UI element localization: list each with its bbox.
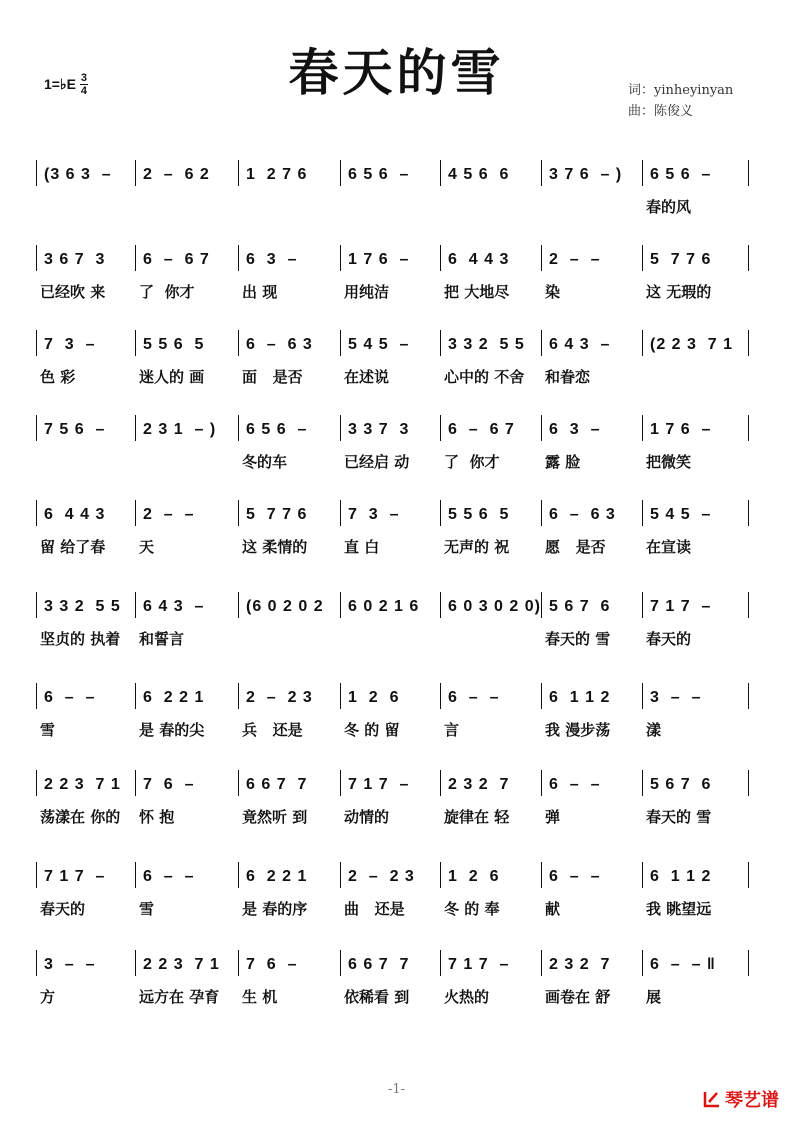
lyric-segment: 在述说	[344, 368, 390, 386]
bar-line	[135, 245, 136, 271]
lyric-segment: 献	[545, 900, 561, 918]
bar-line	[135, 862, 136, 888]
page-title: 春天的雪	[288, 44, 505, 102]
bar-line	[541, 683, 542, 709]
bar-line	[135, 770, 136, 796]
lyric-segment: 天	[139, 538, 155, 556]
lyric-segment: 迷人的 画	[139, 368, 205, 386]
lyric-segment: 心中的 不舍	[444, 368, 525, 386]
lyric-segment: 曲 还是	[344, 900, 405, 918]
bar-line	[340, 245, 341, 271]
measure: 3 6 7 3	[44, 251, 106, 268]
key-label: 1=♭E	[44, 76, 76, 92]
measure: 5 6 7 6	[549, 598, 611, 615]
bar-line	[36, 500, 37, 526]
bar-line	[238, 330, 239, 356]
lyric-segment: 春天的	[40, 900, 86, 918]
measure: 6 – 6 3	[246, 336, 313, 353]
lyric-segment: 愿 是否	[545, 538, 606, 556]
measure: 1 7 6 –	[650, 421, 712, 438]
measure: 7 1 7 –	[348, 776, 410, 793]
bar-line	[541, 415, 542, 441]
measure: 6 – 6 7	[143, 251, 210, 268]
bar-line	[748, 683, 749, 709]
measure: (2 2 3 7 1	[650, 336, 734, 353]
measure: 6 5 6 –	[348, 166, 410, 183]
bar-line	[642, 500, 643, 526]
lyric-segment: 依稀看 到	[344, 988, 410, 1006]
lyric-segment: 冬 的 留	[344, 721, 400, 739]
measure: 2 – –	[549, 251, 601, 268]
lyric-segment: 生 机	[242, 988, 278, 1006]
measure: 1 7 6 –	[348, 251, 410, 268]
measure: 7 5 6 –	[44, 421, 106, 438]
measure: 7 6 –	[246, 956, 298, 973]
lyric-segment: 春天的	[646, 630, 692, 648]
notation-line	[0, 160, 793, 190]
bar-line	[748, 500, 749, 526]
bar-line	[541, 770, 542, 796]
measure: 2 2 3 7 1	[143, 956, 220, 973]
lyric-segment: 染	[545, 283, 561, 301]
measure: 6 1 1 2	[549, 689, 611, 706]
notation-line	[0, 245, 793, 275]
lyrics-line	[0, 366, 793, 392]
bar-line	[440, 683, 441, 709]
bar-line	[36, 683, 37, 709]
staff-row	[0, 415, 793, 495]
logo-icon	[702, 1089, 722, 1109]
bar-line	[440, 330, 441, 356]
lyric-segment: 是 春的序	[242, 900, 308, 918]
measure: (6 0 2 0 2	[246, 598, 324, 615]
measure: 5 4 5 –	[348, 336, 410, 353]
bar-line	[440, 245, 441, 271]
page-number: -1-	[387, 1082, 406, 1097]
lyric-segment: 雪	[139, 900, 155, 918]
bar-line	[340, 592, 341, 618]
lyric-segment: 是 春的尖	[139, 721, 205, 739]
lyric-segment: 了 你才	[444, 453, 500, 471]
bar-line	[642, 160, 643, 186]
bar-line	[340, 683, 341, 709]
bar-line	[340, 950, 341, 976]
lyric-segment: 了 你才	[139, 283, 195, 301]
lyric-segment: 展	[646, 988, 662, 1006]
lyric-segment: 这 无瑕的	[646, 283, 712, 301]
bar-line	[541, 592, 542, 618]
key-signature	[44, 72, 88, 97]
measure: 7 1 7 –	[44, 868, 106, 885]
measure: 1 2 6	[348, 689, 400, 706]
measure: 6 – 6 7	[448, 421, 515, 438]
bar-line	[36, 245, 37, 271]
credits	[628, 80, 733, 122]
notation-line	[0, 683, 793, 713]
bar-line	[541, 950, 542, 976]
measure: 2 2 3 7 1	[44, 776, 121, 793]
measure: 4 5 6 6	[448, 166, 510, 183]
measure: 6 – –	[448, 689, 500, 706]
bar-line	[642, 683, 643, 709]
measure: 6 3 –	[549, 421, 601, 438]
lyric-segment: 已经启 动	[344, 453, 410, 471]
measure: 5 7 7 6	[246, 506, 308, 523]
measure: 6 2 2 1	[246, 868, 308, 885]
bar-line	[340, 415, 341, 441]
time-signature	[80, 72, 88, 97]
lyric-segment: 荡漾在 你的	[40, 808, 121, 826]
lyric-segment: 面 是否	[242, 368, 303, 386]
bar-line	[340, 862, 341, 888]
lyrics-line	[0, 986, 793, 1012]
bar-line	[440, 950, 441, 976]
notation-line	[0, 770, 793, 800]
lyric-segment: 这 柔情的	[242, 538, 308, 556]
bar-line	[36, 160, 37, 186]
measure: 7 1 7 –	[448, 956, 510, 973]
bar-line	[748, 330, 749, 356]
measure: 2 3 1 – )	[143, 421, 217, 438]
time-signature-top: 3	[80, 72, 88, 84]
bar-line	[340, 500, 341, 526]
bar-line	[440, 862, 441, 888]
staff-row	[0, 160, 793, 240]
bar-line	[541, 500, 542, 526]
measure: 7 6 –	[143, 776, 195, 793]
measure: 3 – –	[44, 956, 96, 973]
bar-line	[135, 592, 136, 618]
lyric-segment: 春的风	[646, 198, 692, 216]
staff-row	[0, 500, 793, 580]
measure: (3 6 3 –	[44, 166, 112, 183]
bar-line	[440, 592, 441, 618]
measure: 6 4 3 –	[143, 598, 205, 615]
lyric-segment: 弹	[545, 808, 561, 826]
lyric-segment: 动情的	[344, 808, 390, 826]
lyrics-line	[0, 536, 793, 562]
measure: 6 1 1 2	[650, 868, 712, 885]
measure: 7 3 –	[348, 506, 400, 523]
measure: 5 5 6 5	[448, 506, 510, 523]
bar-line	[541, 862, 542, 888]
lyrics-line	[0, 806, 793, 832]
lyric-segment: 在宣读	[646, 538, 692, 556]
lyrics-line	[0, 898, 793, 924]
bar-line	[440, 770, 441, 796]
lyric-segment: 火热的	[444, 988, 490, 1006]
notation-line	[0, 415, 793, 445]
bar-line	[36, 330, 37, 356]
measure: 5 5 6 5	[143, 336, 205, 353]
lyric-segment: 出 现	[242, 283, 278, 301]
bar-line	[36, 770, 37, 796]
lyric-segment: 和眷恋	[545, 368, 591, 386]
lyric-segment: 兵 还是	[242, 721, 303, 739]
bar-line	[135, 160, 136, 186]
measure: 2 3 2 7	[448, 776, 510, 793]
lyric-segment: 已经吹 来	[40, 283, 106, 301]
time-signature-bottom: 4	[80, 85, 88, 97]
lyric-segment: 无声的 祝	[444, 538, 510, 556]
lyric-segment: 竟然听 到	[242, 808, 308, 826]
lyric-segment: 方	[40, 988, 56, 1006]
composer: 曲：陈俊义	[628, 104, 694, 119]
bar-line	[238, 950, 239, 976]
staff-row	[0, 245, 793, 325]
measure: 6 – –	[549, 868, 601, 885]
lyric-segment: 我 眺望远	[646, 900, 712, 918]
bar-line	[36, 862, 37, 888]
measure: 6 4 4 3	[44, 506, 106, 523]
measure: 6 – 6 3	[549, 506, 616, 523]
measure: 6 – –	[44, 689, 96, 706]
measure: 5 6 7 6	[650, 776, 712, 793]
bar-line	[340, 160, 341, 186]
bar-line	[135, 950, 136, 976]
bar-line	[541, 330, 542, 356]
bar-line	[748, 160, 749, 186]
measure: 6 0 3 0 2 0)	[448, 598, 541, 615]
lyric-segment: 留 给了春	[40, 538, 106, 556]
notation-line	[0, 500, 793, 530]
bar-line	[748, 770, 749, 796]
staff-row	[0, 330, 793, 410]
bar-line	[340, 330, 341, 356]
lyrics-line	[0, 719, 793, 745]
bar-line	[238, 160, 239, 186]
lyrics-line	[0, 628, 793, 654]
lyric-segment: 雪	[40, 721, 56, 739]
measure: 6 4 4 3	[448, 251, 510, 268]
bar-line	[642, 770, 643, 796]
measure: 3 3 7 3	[348, 421, 410, 438]
measure: 6 6 7 7	[348, 956, 410, 973]
measure: 6 – –	[143, 868, 195, 885]
lyrics-line	[0, 451, 793, 477]
lyric-segment: 坚贞的 执着	[40, 630, 121, 648]
measure: 6 2 2 1	[143, 689, 205, 706]
lyric-segment: 漾	[646, 721, 662, 739]
measure: 1 2 7 6	[246, 166, 308, 183]
lyric-segment: 用纯洁	[344, 283, 390, 301]
bar-line	[238, 770, 239, 796]
measure: 5 4 5 –	[650, 506, 712, 523]
lyric-segment: 远方在 孕育	[139, 988, 220, 1006]
notation-line	[0, 862, 793, 892]
staff-row	[0, 950, 793, 1030]
lyric-segment: 春天的 雪	[545, 630, 611, 648]
staff-row	[0, 683, 793, 763]
lyric-segment: 冬 的 奉	[444, 900, 500, 918]
bar-line	[642, 862, 643, 888]
measure: 6 4 3 –	[549, 336, 611, 353]
staff-row	[0, 770, 793, 850]
bar-line	[748, 415, 749, 441]
logo-text: 琴艺谱	[725, 1090, 779, 1111]
bar-line	[642, 245, 643, 271]
bar-line	[238, 592, 239, 618]
lyric-segment: 把微笑	[646, 453, 692, 471]
measure: 3 7 6 – )	[549, 166, 623, 183]
bar-line	[238, 500, 239, 526]
lyric-segment: 直 白	[344, 538, 380, 556]
measure: 2 – 2 3	[246, 689, 313, 706]
bar-line	[36, 950, 37, 976]
bar-line	[748, 862, 749, 888]
measure: 6 5 6 –	[246, 421, 308, 438]
bar-line	[36, 592, 37, 618]
measure: 6 – –	[549, 776, 601, 793]
lyric-segment: 言	[444, 721, 460, 739]
bar-line	[748, 950, 749, 976]
bar-line	[238, 862, 239, 888]
bar-line	[642, 592, 643, 618]
bar-line	[440, 415, 441, 441]
measure: 2 – 2 3	[348, 868, 415, 885]
lyric-segment: 春天的 雪	[646, 808, 712, 826]
lyric-segment: 画卷在 舒	[545, 988, 611, 1006]
lyric-segment: 把 大地尽	[444, 283, 510, 301]
bar-line	[748, 592, 749, 618]
site-logo	[702, 1086, 779, 1112]
measure: 3 3 2 5 5	[44, 598, 121, 615]
measure: 6 0 2 1 6	[348, 598, 420, 615]
lyric-segment: 色 彩	[40, 368, 76, 386]
measure: 3 – –	[650, 689, 702, 706]
bar-line	[440, 500, 441, 526]
lyrics-line	[0, 281, 793, 307]
measure: 1 2 6	[448, 868, 500, 885]
bar-line	[135, 500, 136, 526]
notation-line	[0, 592, 793, 622]
bar-line	[238, 683, 239, 709]
notation-line	[0, 330, 793, 360]
measure: 2 – 6 2	[143, 166, 210, 183]
bar-line	[642, 950, 643, 976]
bar-line	[541, 160, 542, 186]
bar-line	[135, 683, 136, 709]
bar-line	[36, 415, 37, 441]
lyric-segment: 怀 抱	[139, 808, 175, 826]
measure: 7 3 –	[44, 336, 96, 353]
bar-line	[340, 770, 341, 796]
bar-line	[440, 160, 441, 186]
lyric-segment: 和誓言	[139, 630, 185, 648]
measure: 2 – –	[143, 506, 195, 523]
bar-line	[135, 330, 136, 356]
measure: 6 6 7 7	[246, 776, 308, 793]
bar-line	[135, 415, 136, 441]
measure: 3 3 2 5 5	[448, 336, 525, 353]
notation-line	[0, 950, 793, 980]
measure: 6 – – ‖	[650, 956, 716, 973]
lyric-segment: 我 漫步荡	[545, 721, 611, 739]
measure: 7 1 7 –	[650, 598, 712, 615]
staff-row	[0, 862, 793, 942]
lyricist: 词：yinheyinyan	[628, 83, 734, 98]
bar-line	[238, 415, 239, 441]
bar-line	[748, 245, 749, 271]
measure: 6 3 –	[246, 251, 298, 268]
measure: 6 5 6 –	[650, 166, 712, 183]
bar-line	[642, 415, 643, 441]
lyric-segment: 旋律在 轻	[444, 808, 510, 826]
measure: 2 3 2 7	[549, 956, 611, 973]
staff-row	[0, 592, 793, 672]
lyric-segment: 冬的车	[242, 453, 288, 471]
measure: 5 7 7 6	[650, 251, 712, 268]
bar-line	[238, 245, 239, 271]
bar-line	[541, 245, 542, 271]
lyrics-line	[0, 196, 793, 222]
lyric-segment: 露 脸	[545, 453, 581, 471]
bar-line	[642, 330, 643, 356]
